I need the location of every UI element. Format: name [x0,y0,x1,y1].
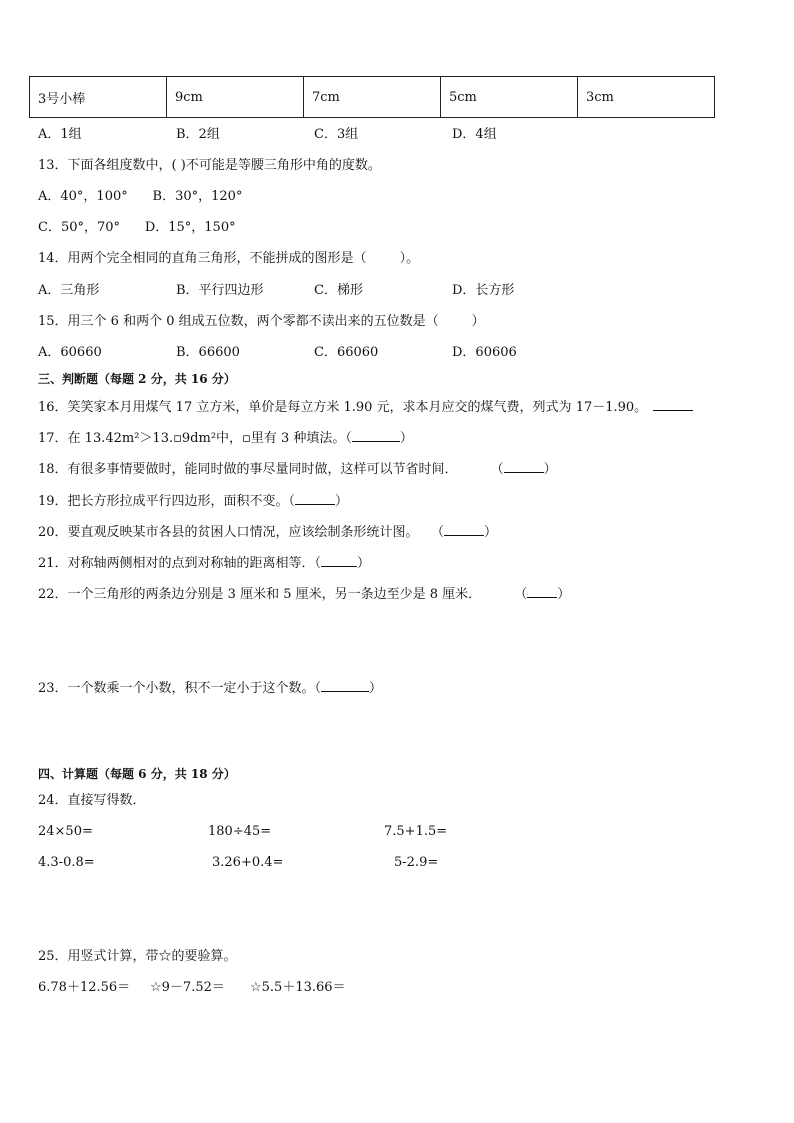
calc-item: 180÷45= [208,824,272,839]
q12-option-b: B．2组 [176,127,220,142]
q24-stem: 24．直接写得数． [38,793,146,808]
section-4-heading: 四、计算题（每题 6 分，共 18 分） [38,767,236,781]
q14-option-c: C．梯形 [314,283,363,298]
table-cell: 3号小棒 [30,77,167,118]
question-20: 20．要直观反映某市各县的贫困人口情况，应该绘制条形统计图。 （ ） [38,525,497,540]
table-cell: 7cm [304,77,441,118]
q12-option-d: D．4组 [452,127,497,142]
calc-item: 7.5+1.5= [384,824,448,839]
table-cell: 5cm [441,77,578,118]
calc-item: 3.26+0.4= [212,855,284,870]
q12-option-c: C．3组 [314,127,359,142]
calc-item: ☆9－7.52＝ [150,980,225,995]
question-21: 21．对称轴两侧相对的点到对称轴的距离相等．（ ） [38,556,371,571]
q14-option-d: D．长方形 [452,283,515,298]
q14-option-a: A．三角形 [38,283,100,298]
table-row [30,77,715,118]
calc-item: ☆5.5＋13.66＝ [250,980,346,995]
q15-option-a: A．60660 [38,345,102,360]
table-cell: 9cm [167,77,304,118]
answer-blank[interactable] [295,492,335,505]
q13-options-line2: C．50°，70° D．15°，150° [38,220,236,235]
calc-item: 4.3-0.8= [38,855,95,870]
answer-blank[interactable] [444,523,484,536]
answer-blank[interactable] [504,460,544,473]
question-19: 19．把长方形拉成平行四边形，面积不变。（ ） [38,494,349,509]
q13-options-line1: A．40°，100° B．30°，120° [38,189,243,204]
question-16: 16．笑笑家本月用煤气 17 立方米，单价是每立方米 1.90 元，求本月应交的煤气费，列式为 17－1.90。 [38,398,693,416]
q14-stem: 14．用两个完全相同的直角三角形，不能拼成的图形是（ ）。 [38,251,420,266]
answer-blank[interactable] [527,585,557,598]
q25-stem: 25．用竖式计算，带☆的要验算。 [38,949,237,964]
q15-option-d: D．60606 [452,345,517,360]
q14-option-b: B．平行四边形 [176,283,264,298]
q13-stem: 13．下面各组度数中，( )不可能是等腰三角形中角的度数。 [38,158,381,173]
table-cell: 3cm [578,77,715,118]
q15-option-b: B．66600 [176,345,240,360]
question-17: 17．在 13.42m²＞13.▫9dm²中，▫里有 3 种填法。（ ） [38,431,413,446]
question-23: 23．一个数乘一个小数，积不一定小于这个数。（ ） [38,681,383,696]
answer-blank[interactable] [352,429,400,442]
answer-blank[interactable] [321,679,369,692]
calc-item: 24×50= [38,824,93,839]
q15-option-c: C．66060 [314,345,379,360]
answer-blank[interactable] [653,398,693,411]
sticks-table [29,76,715,118]
question-18: 18．有很多事情要做时，能同时做的事尽量同时做，这样可以节省时间． （ ） [38,462,557,477]
q15-stem: 15．用三个 6 和两个 0 组成五位数，两个零都不读出来的五位数是（ ） [38,314,485,329]
calc-item: 5-2.9= [394,855,439,870]
q12-option-a: A．1组 [38,127,82,142]
calc-item: 6.78＋12.56＝ [38,980,131,995]
section-3-heading: 三、判断题（每题 2 分，共 16 分） [38,372,236,386]
question-22: 22．一个三角形的两条边分别是 3 厘米和 5 厘米，另一条边至少是 8 厘米． （ ） [38,587,571,602]
answer-blank[interactable] [321,554,357,567]
